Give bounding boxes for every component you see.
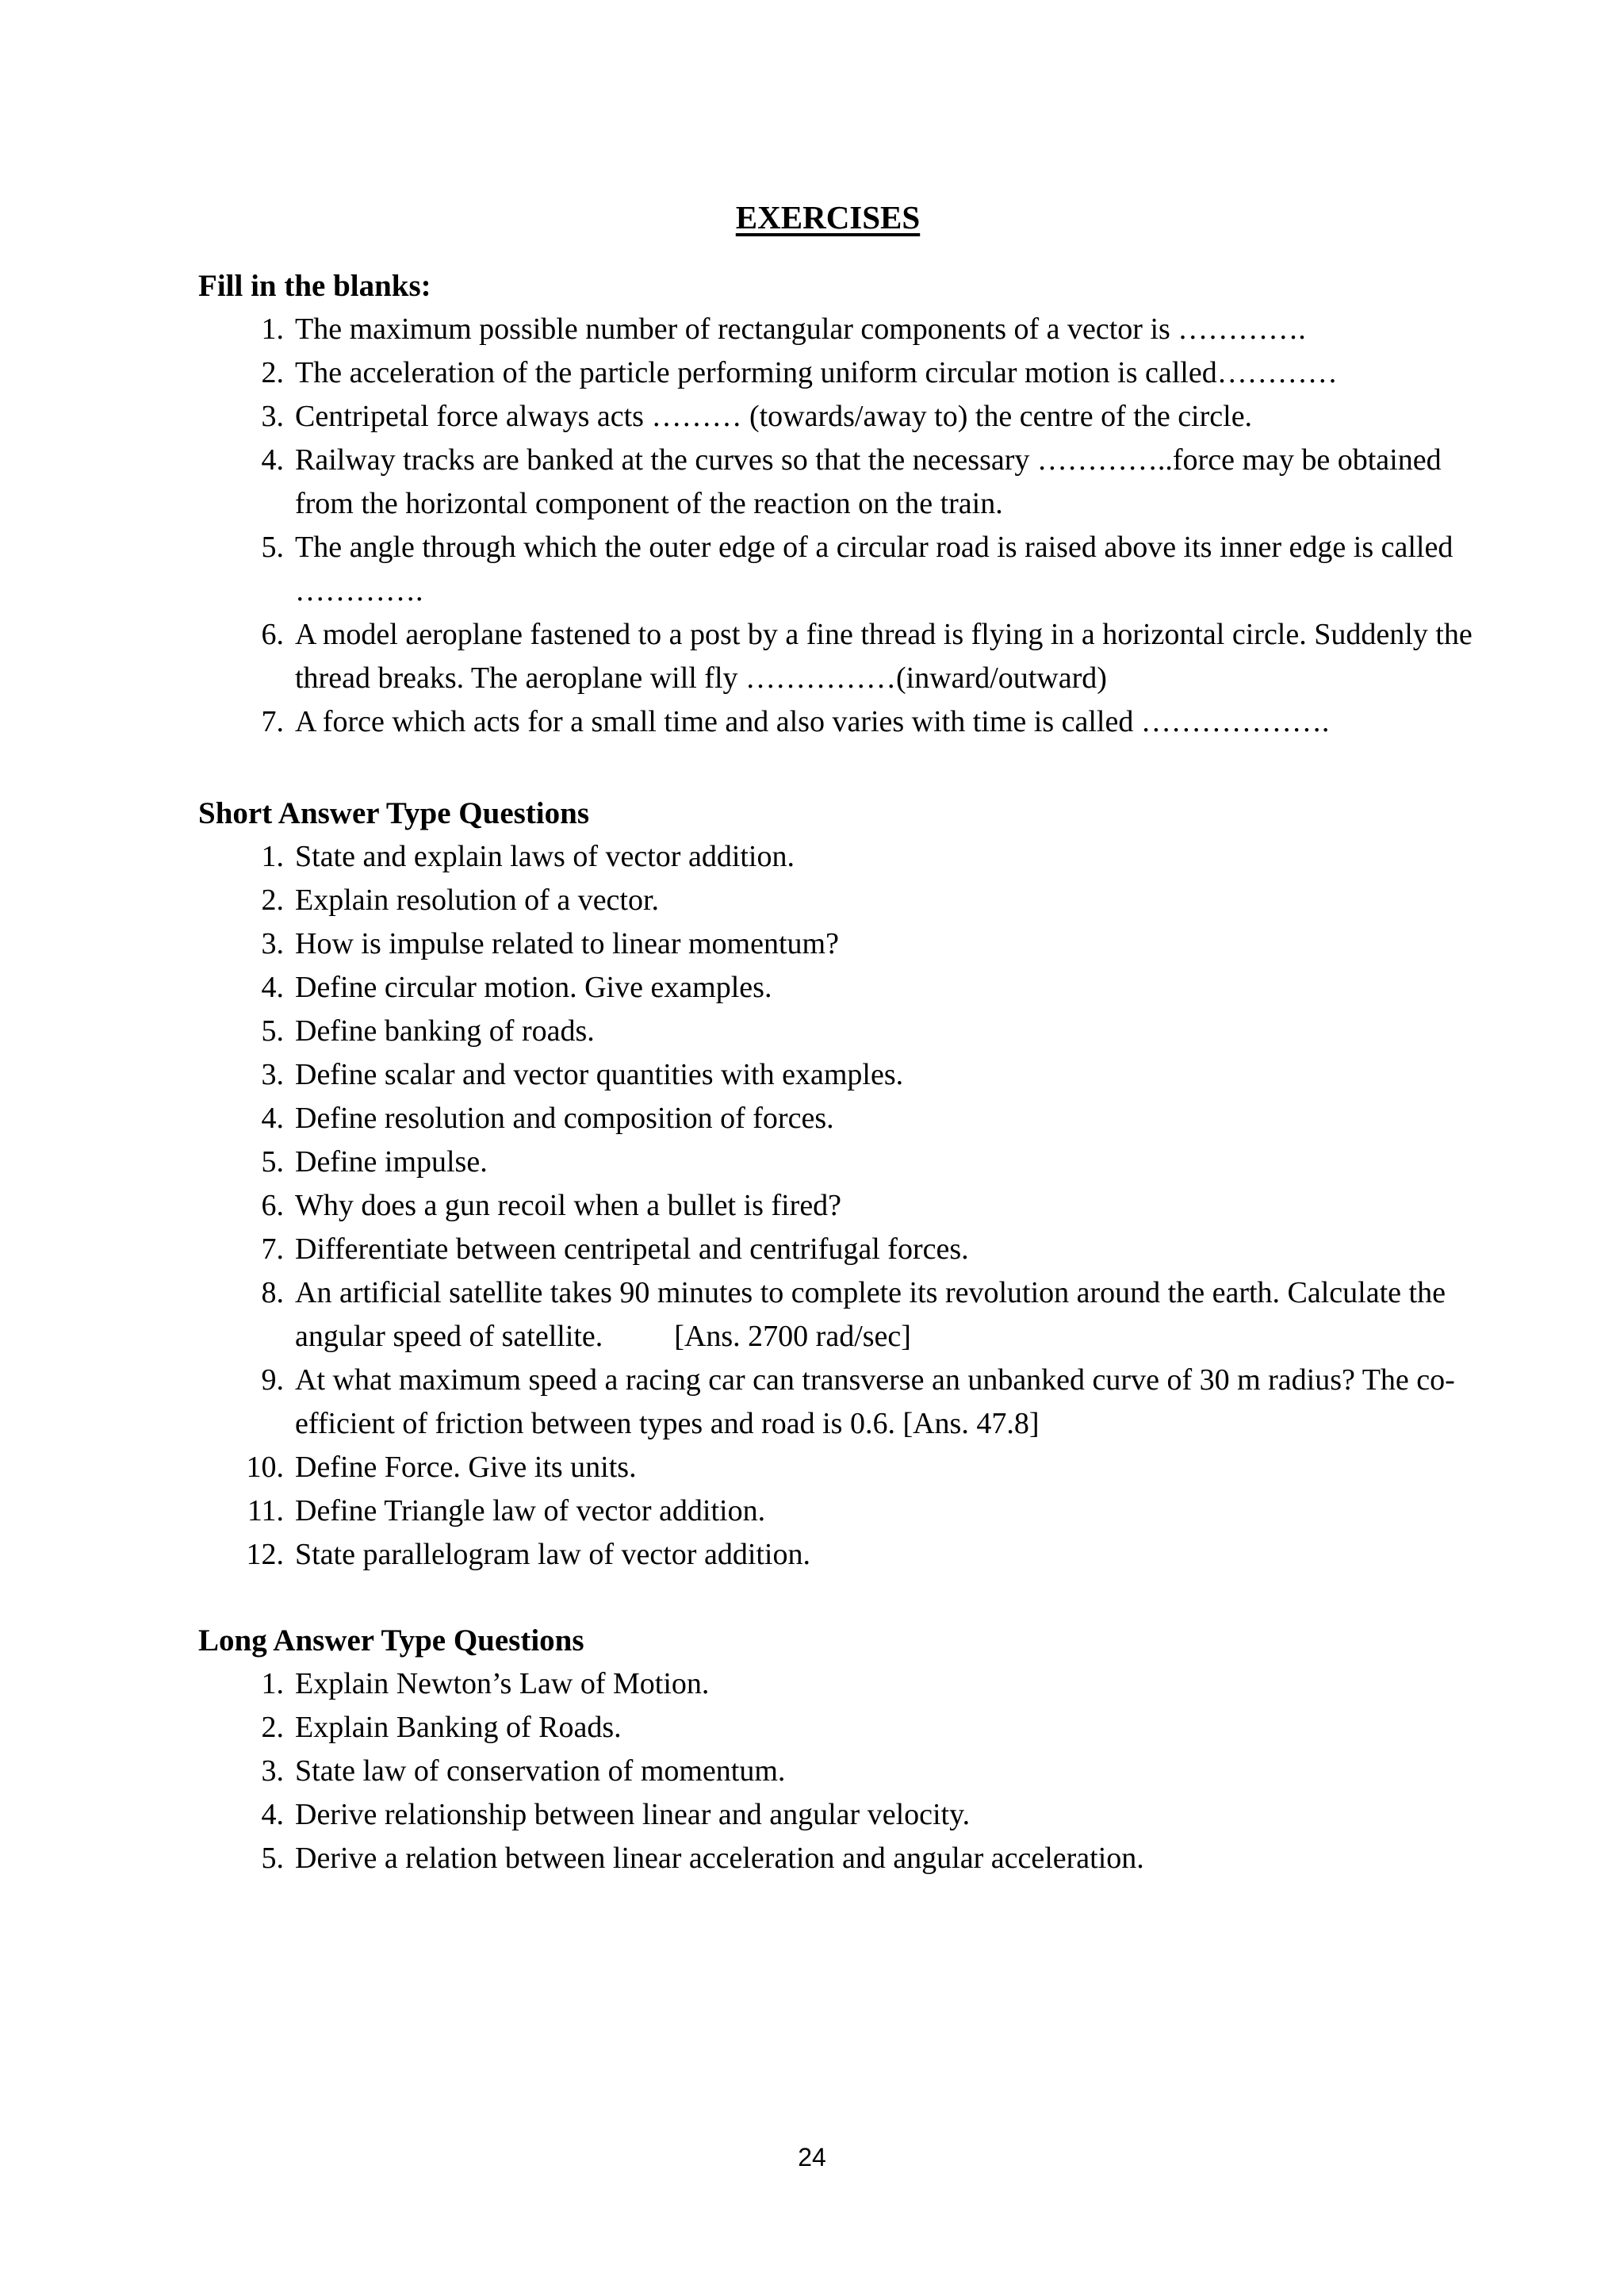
item-text: Define impulse. (295, 1145, 488, 1179)
list-item (198, 1793, 1507, 1837)
item-text: Centripetal force always acts ……… (towards/away to) the centre of the circle. (295, 400, 1253, 433)
item-number: 3. (261, 1754, 284, 1788)
list-item (198, 1010, 1507, 1053)
item-text: The acceleration of the particle performing uniform circular motion is called………… (295, 356, 1338, 389)
item-number: 9. (261, 1363, 284, 1397)
item-number: 3. (261, 400, 284, 433)
list-item (198, 439, 1507, 526)
section-heading: Short Answer Type Questions (198, 796, 590, 830)
item-text: Differentiate between centripetal and centrifugal forces. (295, 1232, 969, 1266)
item-text: At what maximum speed a racing car can transverse an unbanked curve of 30 m radius? The co-efficient of friction between types and road is 0.6. [Ans. 47.8] (295, 1363, 1455, 1440)
item-number: 12. (246, 1538, 284, 1571)
list-item (198, 395, 1507, 439)
long-answer-section (198, 1619, 1507, 1880)
short-answer-list (198, 835, 1507, 1577)
item-text: Define resolution and composition of forces. (295, 1102, 834, 1135)
item-text: The angle through which the outer edge of a circular road is raised above its inner edge is called …………. (295, 531, 1454, 608)
item-number: 10. (246, 1451, 284, 1484)
item-text: Why does a gun recoil when a bullet is fired? (295, 1189, 842, 1222)
item-text: Define scalar and vector quantities with examples. (295, 1058, 904, 1091)
item-text: An artificial satellite takes 90 minutes to complete its revolution around the earth. Calculate the angular speed of satellite. (295, 1276, 1446, 1353)
short-answer-section (198, 792, 1507, 1577)
item-text: Derive relationship between linear and angular velocity. (295, 1798, 971, 1831)
list-item (198, 922, 1507, 966)
item-text: Explain Banking of Roads. (295, 1711, 622, 1744)
item-text: A force which acts for a small time and also varies with time is called ………………. (295, 705, 1330, 738)
item-number: 8. (261, 1276, 284, 1309)
item-number: 3. (261, 927, 284, 960)
section-heading: Long Answer Type Questions (198, 1623, 584, 1658)
item-number: 3. (261, 1058, 284, 1091)
item-number: 6. (261, 618, 284, 651)
list-item (198, 1750, 1507, 1793)
item-number: 5. (261, 531, 284, 564)
list-item (198, 1271, 1507, 1359)
list-item (198, 1662, 1507, 1706)
item-number: 5. (261, 1014, 284, 1048)
item-number: 4. (261, 971, 284, 1004)
item-text: Explain resolution of a vector. (295, 884, 660, 917)
page-title: EXERCISES (735, 199, 921, 236)
item-number: 1. (261, 1667, 284, 1700)
long-answer-list (198, 1662, 1507, 1880)
item-number: 2. (261, 884, 284, 917)
item-text: State parallelogram law of vector addition. (295, 1538, 810, 1571)
item-text: The maximum possible number of rectangular components of a vector is …………. (295, 312, 1306, 346)
item-text: Define Triangle law of vector addition. (295, 1494, 766, 1527)
item-answer: [Ans. 2700 rad/sec] (674, 1320, 911, 1353)
item-number: 7. (261, 1232, 284, 1266)
item-text: Define circular motion. Give examples. (295, 971, 772, 1004)
item-number: 4. (261, 443, 284, 477)
list-item (198, 351, 1507, 395)
item-number: 2. (261, 1711, 284, 1744)
item-number: 5. (261, 1842, 284, 1875)
list-item (198, 1228, 1507, 1271)
item-number: 5. (261, 1145, 284, 1179)
list-item (198, 1706, 1507, 1750)
section-heading: Fill in the blanks: (198, 269, 431, 303)
item-text: State and explain laws of vector addition. (295, 840, 795, 873)
item-number: 6. (261, 1189, 284, 1222)
list-item (198, 1140, 1507, 1184)
item-number: 11. (247, 1494, 284, 1527)
fill-in-the-blanks-section (198, 264, 1507, 744)
item-number: 2. (261, 356, 284, 389)
item-text: Explain Newton’s Law of Motion. (295, 1667, 710, 1700)
list-item (198, 700, 1507, 744)
item-number: 4. (261, 1102, 284, 1135)
item-text: How is impulse related to linear momentum? (295, 927, 839, 960)
list-item (198, 613, 1507, 700)
list-item (198, 526, 1507, 613)
item-number: 4. (261, 1798, 284, 1831)
list-item (198, 966, 1507, 1010)
list-item (198, 1097, 1507, 1140)
list-item (198, 1837, 1507, 1880)
page-number: 24 (798, 2143, 826, 2171)
list-item (198, 1489, 1507, 1533)
list-item (198, 308, 1507, 351)
item-number: 7. (261, 705, 284, 738)
item-text: State law of conservation of momentum. (295, 1754, 786, 1788)
list-item (198, 879, 1507, 922)
item-text: Railway tracks are banked at the curves so that the necessary …………..force may be obtained from the horizontal component of the reaction on the train. (295, 443, 1442, 520)
item-text: Define Force. Give its units. (295, 1451, 637, 1484)
list-item (198, 835, 1507, 879)
fill-in-the-blanks-list (198, 308, 1507, 744)
item-number: 1. (261, 840, 284, 873)
item-text: Define banking of roads. (295, 1014, 595, 1048)
list-item (198, 1184, 1507, 1228)
list-item (198, 1359, 1507, 1446)
item-text: A model aeroplane fastened to a post by a fine thread is flying in a horizontal circle. Suddenly the thread breaks. The aeroplane will fly ……………(inward/outward) (295, 618, 1473, 695)
item-text: Derive a relation between linear acceleration and angular acceleration. (295, 1842, 1144, 1875)
list-item (198, 1053, 1507, 1097)
item-number: 1. (261, 312, 284, 346)
list-item (198, 1446, 1507, 1489)
list-item (198, 1533, 1507, 1577)
